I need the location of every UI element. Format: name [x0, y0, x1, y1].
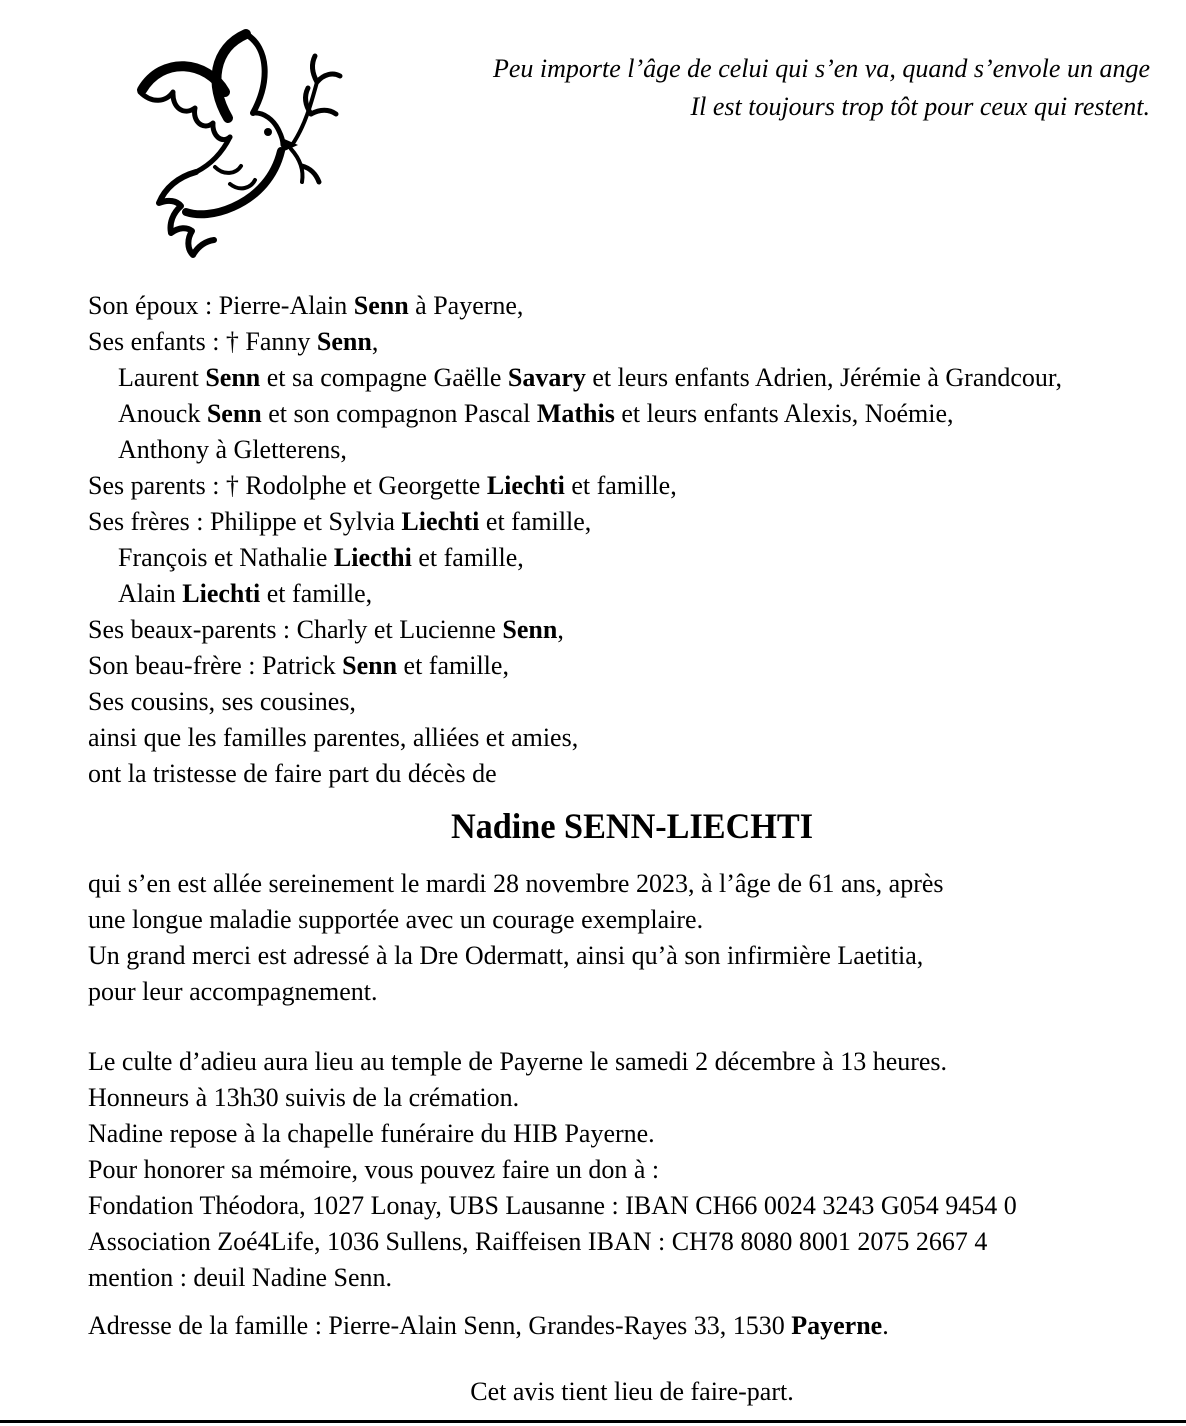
- surname-bold: Senn: [353, 291, 409, 320]
- surname-bold: Payerne: [791, 1311, 883, 1340]
- bottom-border-line: [0, 1420, 1186, 1423]
- text-segment: Son époux : Pierre-Alain: [88, 291, 354, 320]
- text-line: [88, 324, 1176, 360]
- text-segment: Ses enfants : † Fanny: [88, 327, 317, 356]
- text-line: [88, 540, 1176, 576]
- text-line: [88, 648, 1176, 684]
- text-line: [88, 902, 1176, 938]
- text-segment: Anouck: [118, 399, 207, 428]
- text-segment: et famille,: [397, 651, 509, 680]
- surname-bold: Liechti: [486, 471, 565, 500]
- text-segment: Anthony à Gletterens,: [118, 435, 347, 464]
- text-segment: Pour honorer sa mémoire, vous pouvez faire un don à :: [88, 1155, 660, 1184]
- text-segment: ,: [371, 327, 379, 356]
- text-segment: Honneurs à 13h30 suivis de la crémation.: [88, 1083, 520, 1112]
- text-line: [88, 1116, 1176, 1152]
- family-notice-lines: [88, 288, 1176, 792]
- surname-bold: Senn: [502, 615, 558, 644]
- text-line: [88, 288, 1176, 324]
- paragraph: [88, 1044, 1176, 1296]
- text-segment: pour leur accompagnement.: [88, 977, 378, 1006]
- dove-drawing: [112, 26, 352, 260]
- announcement-paragraphs: [88, 866, 1176, 1344]
- text-segment: Le culte d’adieu aura lieu au temple de Payerne le samedi 2 décembre à 13 heures.: [88, 1047, 948, 1076]
- dove-eye: [264, 128, 272, 136]
- text-line: [88, 612, 1176, 648]
- text-segment: et famille,: [411, 543, 524, 572]
- text-line: [88, 1152, 1176, 1188]
- text-segment: et leurs enfants Alexis, Noémie,: [614, 399, 954, 428]
- text-segment: Ses frères : Philippe et Sylvia: [88, 507, 402, 536]
- text-segment: Alain: [118, 579, 183, 608]
- text-segment: Son beau-frère : Patrick: [88, 651, 343, 680]
- text-line: [88, 504, 1176, 540]
- text-line: [88, 720, 1176, 756]
- text-line: [88, 432, 1176, 468]
- text-segment: et famille,: [260, 579, 373, 608]
- text-segment: François et Nathalie: [118, 543, 334, 572]
- text-line: [88, 1308, 1176, 1344]
- text-line: [88, 974, 1176, 1010]
- closing-line: Cet avis tient lieu de faire-part.: [470, 1377, 794, 1406]
- text-segment: Ses parents : † Rodolphe et Georgette: [88, 471, 487, 500]
- surname-bold: Senn: [316, 327, 372, 356]
- text-segment: Un grand merci est adressé à la Dre Odermatt, ainsi qu’à son infirmière Laetitia,: [88, 941, 924, 970]
- text-line: [88, 1260, 1176, 1296]
- text-segment: Association Zoé4Life, 1036 Sullens, Raiffeisen IBAN : CH78 8080 8001 2075 2667 4: [88, 1227, 988, 1256]
- text-segment: et famille,: [479, 507, 592, 536]
- text-segment: et son compagnon Pascal: [261, 399, 537, 428]
- text-line: [88, 576, 1176, 612]
- surname-bold: Senn: [206, 399, 262, 428]
- text-line: [88, 938, 1176, 974]
- text-segment: Fondation Théodora, 1027 Lonay, UBS Lausanne : IBAN CH66 0024 3243 G054 9454 0: [88, 1191, 1017, 1220]
- text-line: [88, 1188, 1176, 1224]
- text-segment: et famille,: [564, 471, 677, 500]
- surname-bold: Liechti: [401, 507, 480, 536]
- surname-bold: Senn: [342, 651, 398, 680]
- paragraph: [88, 1308, 1176, 1344]
- text-segment: Ses cousins, ses cousines,: [88, 687, 356, 716]
- text-segment: Ses beaux-parents : Charly et Lucienne: [88, 615, 503, 644]
- text-line: [88, 1224, 1176, 1260]
- text-segment: Adresse de la famille : Pierre-Alain Senn, Grandes-Rayes 33, 1530: [88, 1311, 792, 1340]
- text-segment: ,: [557, 615, 564, 644]
- text-segment: et leurs enfants Adrien, Jérémie à Grandcour,: [585, 363, 1063, 392]
- memorial-quote: [493, 50, 1150, 126]
- text-segment: Laurent: [118, 363, 206, 392]
- dove-olive-branch-icon: [112, 26, 352, 260]
- surname-bold: Liechti: [182, 579, 261, 608]
- text-line: [88, 360, 1176, 396]
- deceased-name-heading: Nadine SENN-LIECHTI: [450, 806, 814, 846]
- text-line: [88, 396, 1176, 432]
- surname-bold: Mathis: [536, 399, 615, 428]
- text-segment: Nadine repose à la chapelle funéraire du HIB Payerne.: [88, 1119, 655, 1148]
- text-segment: ainsi que les familles parentes, alliées et amies,: [88, 723, 579, 752]
- surname-bold: Liecthi: [333, 543, 412, 572]
- text-segment: et sa compagne Gaëlle: [260, 363, 508, 392]
- text-segment: mention : deuil Nadine Senn.: [88, 1263, 393, 1292]
- text-segment: une longue maladie supportée avec un courage exemplaire.: [88, 905, 704, 934]
- paragraph: [88, 866, 1176, 1010]
- text-segment: .: [882, 1311, 889, 1340]
- text-segment: qui s’en est allée sereinement le mardi 28 novembre 2023, à l’âge de 61 ans, après: [88, 869, 944, 898]
- surname-bold: Senn: [205, 363, 261, 392]
- quote-line-1: Peu importe l’âge de celui qui s’en va, quand s’envole un ange: [492, 54, 1150, 83]
- text-line: [88, 1080, 1176, 1116]
- text-line: [88, 756, 1176, 792]
- text-segment: à Payerne,: [408, 291, 524, 320]
- quote-line-2: Il est toujours trop tôt pour ceux qui restent.: [690, 92, 1150, 121]
- text-line: [88, 866, 1176, 902]
- text-line: [88, 684, 1176, 720]
- surname-bold: Savary: [507, 363, 586, 392]
- text-line: [88, 1044, 1176, 1080]
- announcement-body: [88, 288, 1176, 1410]
- text-line: [88, 468, 1176, 504]
- text-segment: ont la tristesse de faire part du décès de: [88, 759, 497, 788]
